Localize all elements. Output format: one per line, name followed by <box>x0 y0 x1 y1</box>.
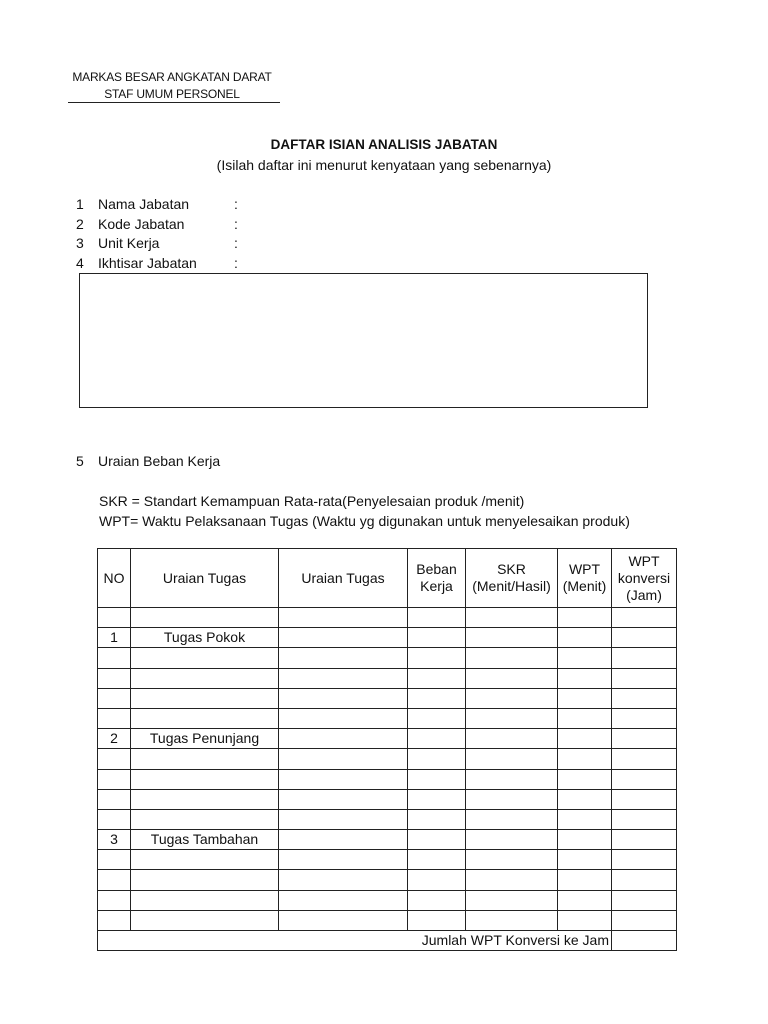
table-body <box>98 608 677 951</box>
table-row <box>98 749 677 769</box>
table-cell[interactable] <box>98 769 131 789</box>
field-number: 1 <box>76 196 84 212</box>
table-cell[interactable] <box>98 789 131 809</box>
field-colon: : <box>234 235 238 251</box>
table-cell[interactable] <box>558 708 612 728</box>
table-cell[interactable] <box>612 870 677 890</box>
table-cell[interactable] <box>558 769 612 789</box>
table-cell[interactable] <box>98 648 131 668</box>
table-cell[interactable] <box>558 749 612 769</box>
col-header-wpt-konversi <box>612 549 677 608</box>
table-cell[interactable] <box>408 809 466 829</box>
table-cell[interactable] <box>98 890 131 910</box>
table-cell[interactable] <box>558 668 612 688</box>
table-cell[interactable] <box>279 830 408 850</box>
table-cell[interactable] <box>408 708 466 728</box>
table-cell[interactable] <box>408 789 466 809</box>
table-cell[interactable] <box>131 708 279 728</box>
table-cell[interactable] <box>279 850 408 870</box>
table-cell[interactable] <box>279 708 408 728</box>
form-title: DAFTAR ISIAN ANALISIS JABATAN <box>270 137 498 152</box>
table-cell[interactable] <box>558 850 612 870</box>
org-underline <box>68 102 280 103</box>
form-subtitle: (Isilah daftar ini menurut kenyataan yang sebenarnya) <box>216 157 552 173</box>
table-row <box>98 789 677 809</box>
table-cell[interactable] <box>558 830 612 850</box>
table-row <box>98 870 677 890</box>
header-line: konversi <box>617 569 671 586</box>
table-cell[interactable] <box>612 608 677 628</box>
table-cell[interactable] <box>558 910 612 930</box>
table-cell[interactable] <box>466 769 558 789</box>
table-cell[interactable] <box>612 729 677 749</box>
table-cell[interactable] <box>131 688 279 708</box>
table-cell[interactable] <box>612 890 677 910</box>
table-cell[interactable] <box>466 870 558 890</box>
header-line: Kerja <box>420 578 453 594</box>
table-cell[interactable] <box>408 688 466 708</box>
table-cell[interactable] <box>408 830 466 850</box>
table-cell[interactable] <box>408 769 466 789</box>
col-header-no: NO <box>98 549 131 608</box>
task-category-label: Tugas Pokok <box>131 628 279 648</box>
field-row-job-summary <box>76 254 238 274</box>
table-header-row <box>98 549 677 608</box>
table-cell[interactable] <box>558 648 612 668</box>
total-label: Jumlah WPT Konversi ke Jam <box>98 931 612 951</box>
table-cell[interactable] <box>408 910 466 930</box>
table-cell[interactable] <box>279 628 408 648</box>
table-cell[interactable] <box>279 608 408 628</box>
table-cell[interactable] <box>466 850 558 870</box>
table-cell[interactable] <box>612 688 677 708</box>
table-row-group-tugas-penunjang <box>98 729 677 749</box>
table-cell[interactable] <box>612 769 677 789</box>
table-cell[interactable] <box>98 850 131 870</box>
col-header-wpt <box>558 549 612 608</box>
table-cell[interactable] <box>279 668 408 688</box>
table-cell[interactable] <box>408 628 466 648</box>
table-cell[interactable] <box>466 668 558 688</box>
table-cell[interactable] <box>408 729 466 749</box>
field-colon: : <box>234 215 238 232</box>
table-cell[interactable] <box>558 789 612 809</box>
table-row <box>98 648 677 668</box>
table-cell[interactable] <box>408 870 466 890</box>
table-cell[interactable] <box>279 749 408 769</box>
abbreviation-legend <box>99 491 630 531</box>
table-cell[interactable] <box>279 890 408 910</box>
total-value-cell[interactable] <box>612 931 677 951</box>
table-cell[interactable] <box>612 668 677 688</box>
field-row-job-name <box>76 195 238 215</box>
table-cell[interactable] <box>279 809 408 829</box>
table-cell[interactable] <box>612 830 677 850</box>
task-category-label: Tugas Tambahan <box>131 830 279 850</box>
table-row-group-tugas-tambahan <box>98 830 677 850</box>
field-row-work-unit <box>76 234 238 254</box>
table-cell[interactable] <box>612 809 677 829</box>
legend-wpt: WPT= Waktu Pelaksanaan Tugas (Waktu yg digunakan untuk menyelesaikan produk) <box>99 513 630 529</box>
table-cell[interactable] <box>131 769 279 789</box>
table-cell[interactable] <box>98 870 131 890</box>
field-row-job-code <box>76 215 238 235</box>
header-line: (Jam) <box>626 586 662 603</box>
table-cell[interactable] <box>466 910 558 930</box>
field-label: Unit Kerja <box>98 235 160 251</box>
table-cell[interactable] <box>466 809 558 829</box>
table-cell[interactable] <box>408 608 466 628</box>
table-cell[interactable] <box>558 870 612 890</box>
table-cell[interactable] <box>612 648 677 668</box>
table-cell[interactable] <box>408 850 466 870</box>
table-cell[interactable] <box>279 688 408 708</box>
header-line: (Menit) <box>562 578 607 594</box>
table-total-row <box>98 931 677 951</box>
field-colon: : <box>234 254 238 271</box>
table-row <box>98 809 677 829</box>
table-cell[interactable] <box>98 749 131 769</box>
table-cell[interactable] <box>558 688 612 708</box>
col-header-uraian-tugas: Uraian Tugas <box>131 549 279 608</box>
table-cell[interactable] <box>558 628 612 648</box>
table-cell[interactable] <box>279 870 408 890</box>
org-header <box>62 69 282 103</box>
table-cell[interactable] <box>131 668 279 688</box>
table-row <box>98 890 677 910</box>
org-name: MARKAS BESAR ANGKATAN DARAT <box>72 70 272 84</box>
table-cell[interactable] <box>558 729 612 749</box>
col-header-skr <box>466 549 558 608</box>
table-cell[interactable] <box>466 789 558 809</box>
table-cell[interactable] <box>466 688 558 708</box>
row-number: 1 <box>98 628 131 648</box>
table-cell[interactable] <box>98 809 131 829</box>
table-cell[interactable] <box>466 628 558 648</box>
table-cell[interactable] <box>408 749 466 769</box>
table-row <box>98 668 677 688</box>
table-cell[interactable] <box>612 910 677 930</box>
table-cell[interactable] <box>612 628 677 648</box>
table-cell[interactable] <box>98 688 131 708</box>
table-cell[interactable] <box>612 850 677 870</box>
table-row <box>98 688 677 708</box>
table-cell[interactable] <box>98 708 131 728</box>
table-cell[interactable] <box>612 789 677 809</box>
section-label: Uraian Beban Kerja <box>98 453 221 469</box>
table-cell[interactable] <box>466 890 558 910</box>
header-line: (Menit/Hasil) <box>472 578 551 594</box>
header-line: WPT <box>628 552 660 569</box>
table-cell[interactable] <box>466 729 558 749</box>
table-cell[interactable] <box>279 769 408 789</box>
table-cell[interactable] <box>98 608 131 628</box>
table-cell[interactable] <box>466 648 558 668</box>
header-line: WPT <box>568 561 601 577</box>
section-number: 5 <box>76 453 84 469</box>
task-category-label: Tugas Penunjang <box>131 729 279 749</box>
field-number: 3 <box>76 235 84 251</box>
header-line: Beban <box>416 561 457 577</box>
table-cell[interactable] <box>408 890 466 910</box>
table-cell[interactable] <box>131 870 279 890</box>
table-cell[interactable] <box>131 789 279 809</box>
table-cell[interactable] <box>612 708 677 728</box>
row-number: 3 <box>98 830 131 850</box>
table-row <box>98 769 677 789</box>
field-colon: : <box>234 196 238 212</box>
table-cell[interactable] <box>131 608 279 628</box>
table-cell[interactable] <box>558 608 612 628</box>
col-header-uraian-tugas-2: Uraian Tugas <box>279 549 408 608</box>
table-cell[interactable] <box>279 789 408 809</box>
field-number: 2 <box>76 215 84 232</box>
table-cell[interactable] <box>279 648 408 668</box>
table-cell[interactable] <box>466 708 558 728</box>
field-label: Ikhtisar Jabatan <box>98 254 197 271</box>
table-cell[interactable] <box>466 749 558 769</box>
table-cell[interactable] <box>98 668 131 688</box>
table-cell[interactable] <box>558 890 612 910</box>
section-workload <box>76 453 220 469</box>
table-cell[interactable] <box>131 749 279 769</box>
table-cell[interactable] <box>612 749 677 769</box>
table-row <box>98 608 677 628</box>
field-number: 4 <box>76 254 84 271</box>
col-header-beban-kerja <box>408 549 466 608</box>
field-label: Nama Jabatan <box>98 196 190 212</box>
table-row <box>98 910 677 930</box>
table-cell[interactable] <box>279 729 408 749</box>
table-row <box>98 708 677 728</box>
table-cell[interactable] <box>408 668 466 688</box>
table-cell[interactable] <box>408 648 466 668</box>
table-cell[interactable] <box>98 910 131 930</box>
table-row <box>98 850 677 870</box>
table-cell[interactable] <box>466 830 558 850</box>
table-row-group-tugas-pokok <box>98 628 677 648</box>
job-fields <box>76 195 238 273</box>
job-summary-box[interactable] <box>79 273 648 408</box>
field-label: Kode Jabatan <box>98 215 185 232</box>
table-cell[interactable] <box>558 809 612 829</box>
header-line: SKR <box>497 561 526 577</box>
table-cell[interactable] <box>131 910 279 930</box>
table-cell[interactable] <box>131 850 279 870</box>
legend-skr: SKR = Standart Kemampuan Rata-rata(Penyelesaian produk /menit) <box>99 493 525 509</box>
workload-table <box>97 548 677 951</box>
table-cell[interactable] <box>131 809 279 829</box>
table-cell[interactable] <box>466 608 558 628</box>
table-cell[interactable] <box>279 910 408 930</box>
table-cell[interactable] <box>131 890 279 910</box>
table-cell[interactable] <box>131 648 279 668</box>
row-number: 2 <box>98 729 131 749</box>
org-unit: STAF UMUM PERSONEL <box>104 87 240 101</box>
